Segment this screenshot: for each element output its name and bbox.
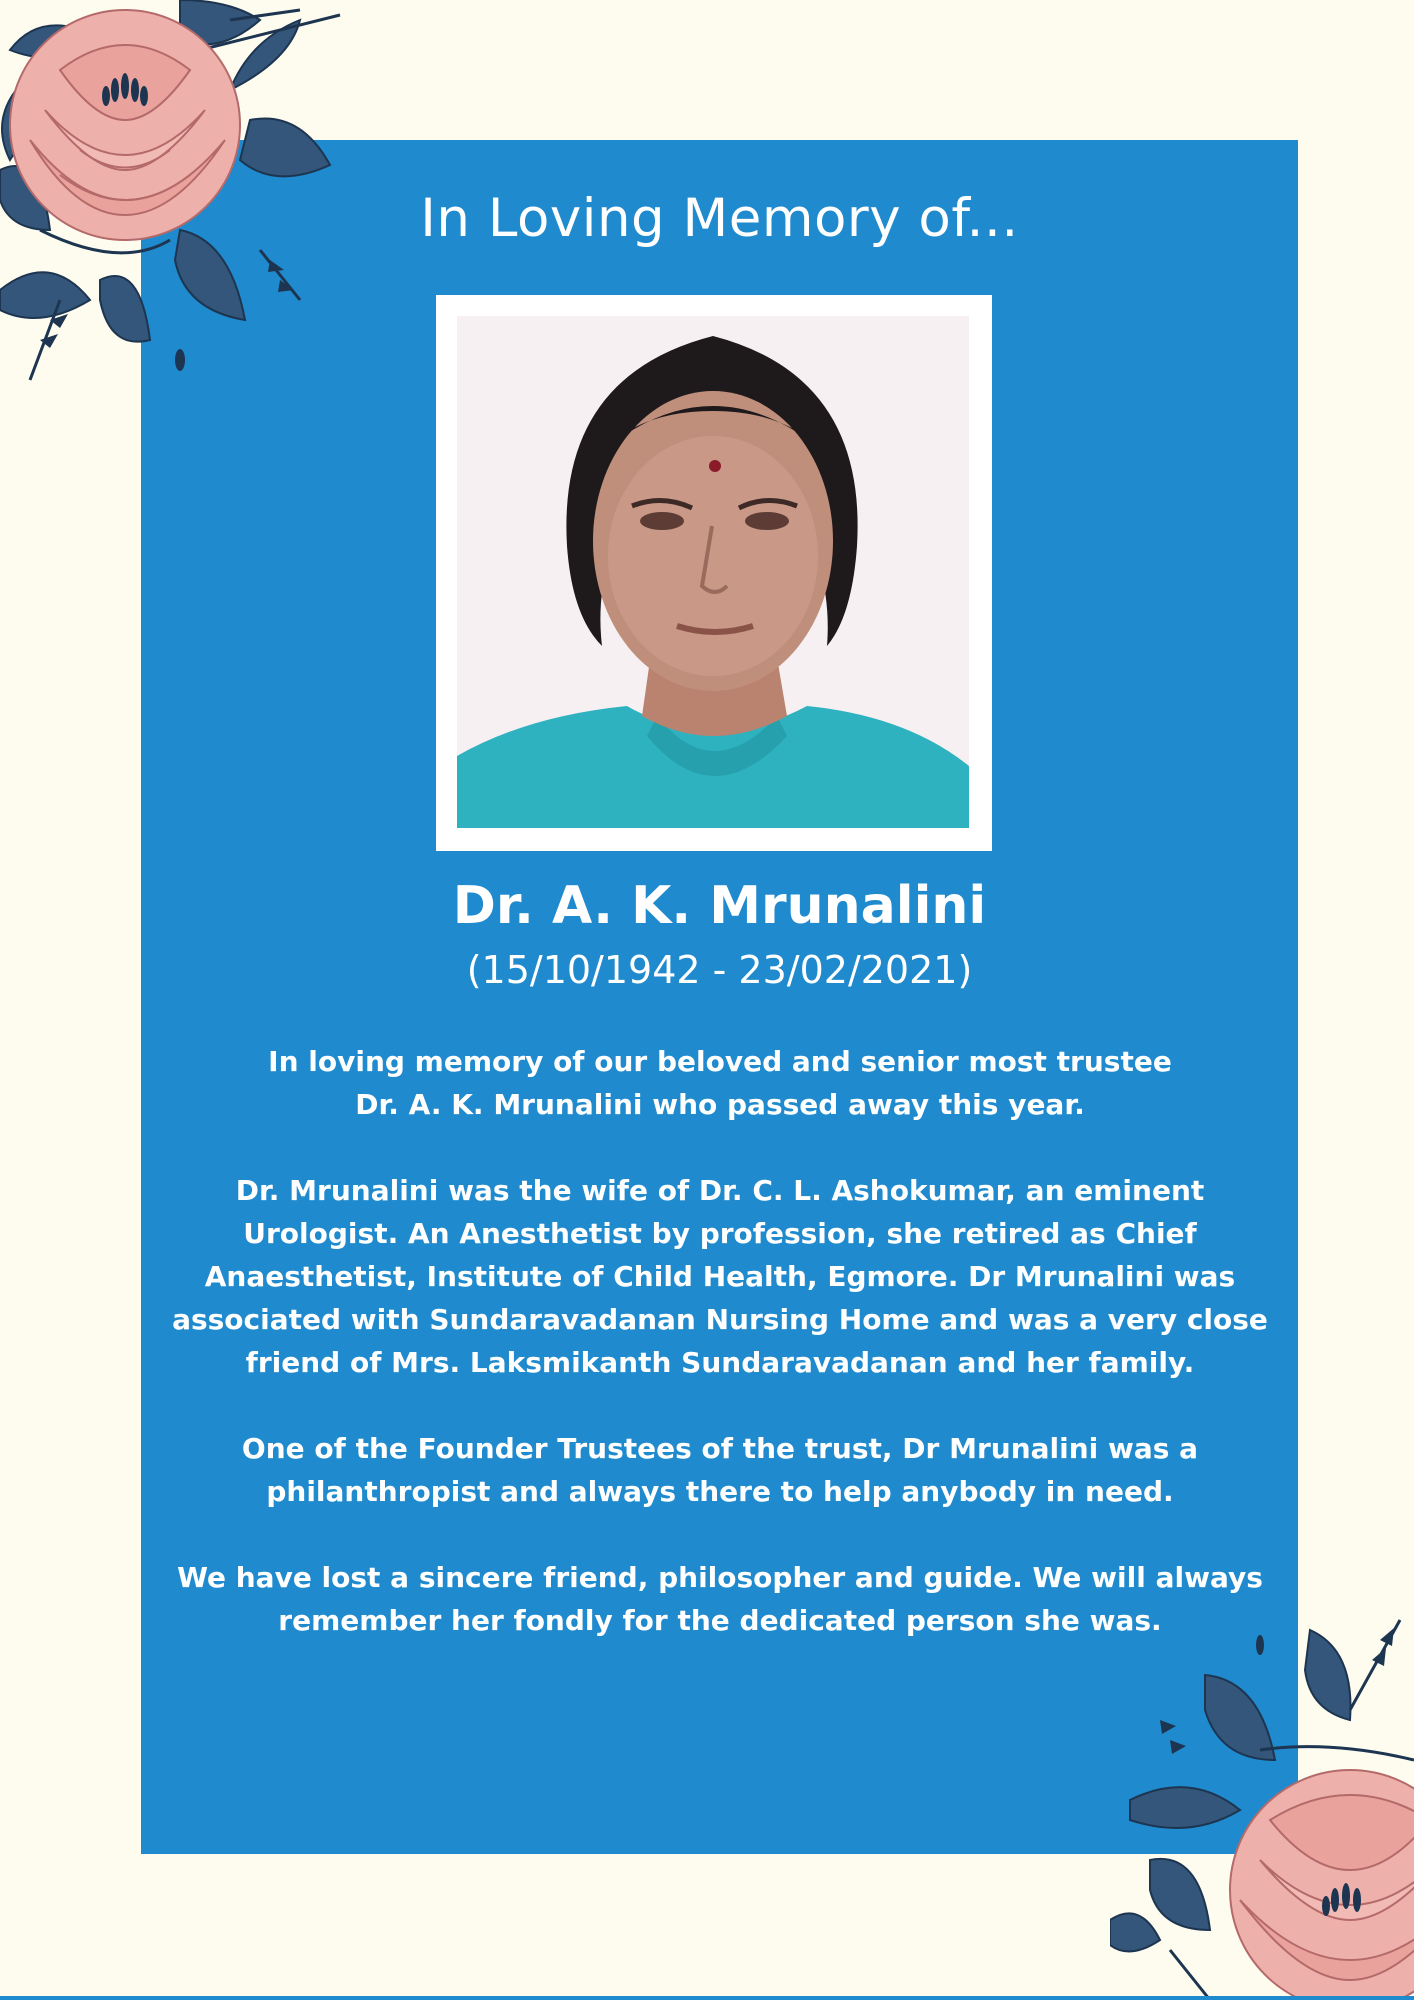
paragraph-line: Dr. A. K. Mrunalini who passed away this year. — [355, 1088, 1085, 1121]
paragraph-line: One of the Founder Trustees of the trust, Dr Mrunalini was a — [241, 1432, 1199, 1465]
paragraph-line: Dr. Mrunalini was the wife of Dr. C. L. Ashokumar, an eminent — [235, 1174, 1205, 1207]
paragraph-line: friend of Mrs. Laksmikanth Sundaravadanan and her family. — [245, 1346, 1195, 1379]
portrait-frame — [436, 295, 992, 851]
paragraph-line: remember her fondly for the dedicated person she was. — [278, 1604, 1162, 1637]
paragraph-line: Urologist. An Anesthetist by profession, she retired as Chief — [243, 1217, 1197, 1250]
bottom-rule — [0, 1996, 1414, 2000]
paragraph-line: associated with Sundaravadanan Nursing Home and was a very close — [172, 1303, 1268, 1336]
paragraph-line: We have lost a sincere friend, philosopher and guide. We will always — [177, 1561, 1263, 1594]
paragraph-3 — [160, 1427, 1280, 1513]
portrait-photo — [457, 316, 969, 828]
memorial-heading: In Loving Memory of... — [420, 188, 1019, 249]
paragraph-line: Anaesthetist, Institute of Child Health, Egmore. Dr Mrunalini was — [204, 1260, 1236, 1293]
paragraph-1 — [160, 1040, 1280, 1126]
memorial-body — [160, 1040, 1280, 1685]
memorial-dates: (15/10/1942 - 23/02/2021) — [466, 948, 973, 992]
memorial-name: Dr. A. K. Mrunalini — [452, 876, 987, 936]
paragraph-2 — [160, 1169, 1280, 1384]
paragraph-line: philanthropist and always there to help anybody in need. — [266, 1475, 1174, 1508]
paragraph-line: In loving memory of our beloved and senior most trustee — [268, 1045, 1172, 1078]
flower-decoration-bottom-right — [1110, 1600, 1414, 2000]
